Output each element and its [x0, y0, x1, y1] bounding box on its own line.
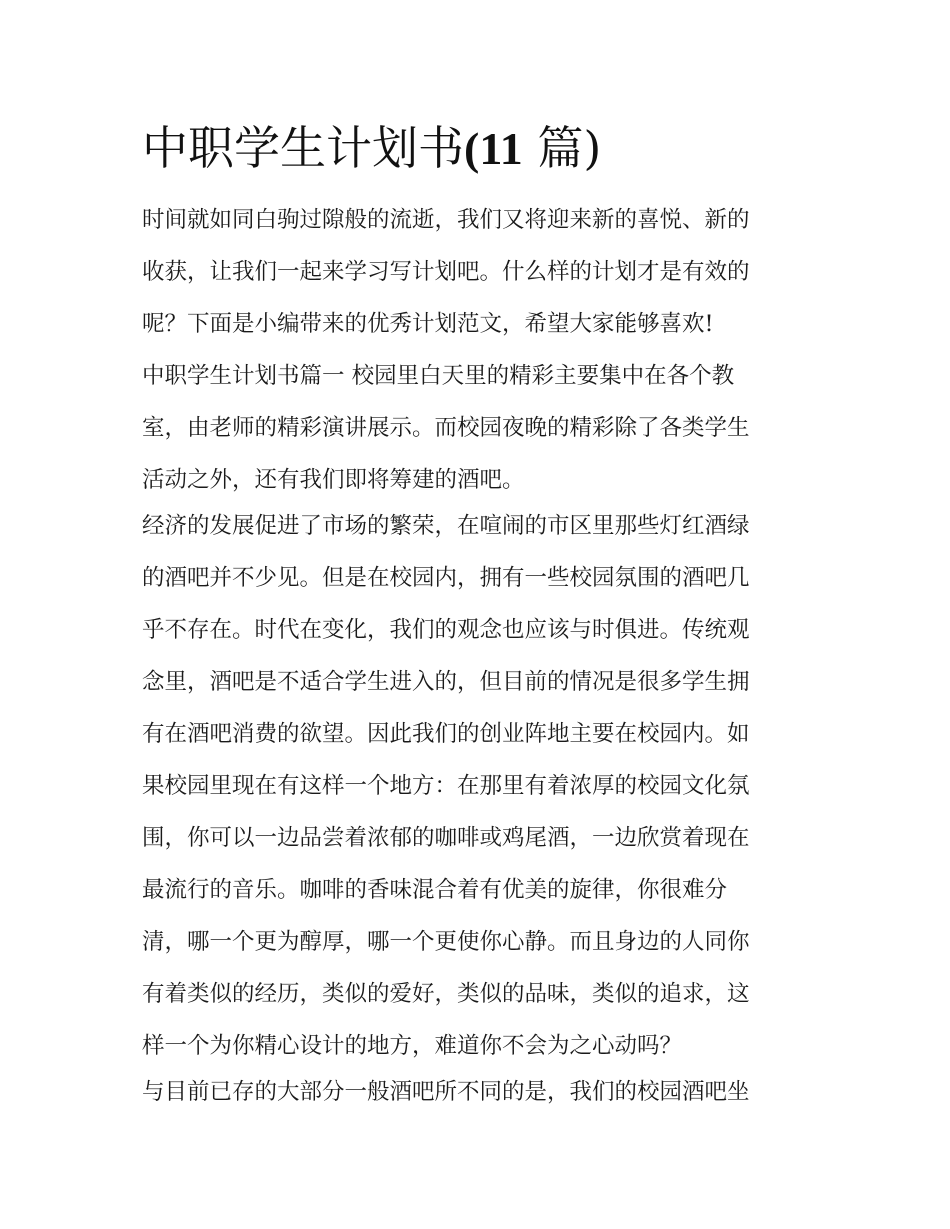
text-line: 围，你可以一边品尝着浓郁的咖啡或鸡尾酒，一边欣赏着现在 — [142, 825, 750, 851]
document-title — [142, 118, 601, 179]
text-line: 样一个为你精心设计的地方，难道你不会为之心动吗？ — [142, 1033, 683, 1059]
text-line: 有在酒吧消费的欲望。因此我们的创业阵地主要在校园内。如 — [142, 721, 750, 747]
text-line: 乎不存在。时代在变化，我们的观念也应该与时俱进。传统观 — [142, 617, 750, 643]
text-line: 中职学生计划书篇一 校园里白天里的精彩主要集中在各个教 — [142, 363, 735, 389]
text-line: 呢？下面是小编带来的优秀计划范文，希望大家能够喜欢! — [142, 311, 714, 337]
text-line: 收获，让我们一起来学习写计划吧。什么样的计划才是有效的 — [142, 259, 750, 285]
text-line: 与目前已存的大部分一般酒吧所不同的是，我们的校园酒吧坐 — [142, 1079, 750, 1105]
title-text: 中职学生计划书 — [142, 121, 464, 175]
text-line: 有着类似的经历，类似的爱好，类似的品味，类似的追求，这 — [142, 981, 750, 1007]
title-number: (11 — [464, 123, 523, 174]
title-suffix: 篇) — [537, 121, 602, 175]
text-line: 最流行的音乐。咖啡的香味混合着有优美的旋律，你很难分 — [142, 877, 728, 903]
text-line: 室，由老师的精彩演讲展示。而校园夜晚的精彩除了各类学生 — [142, 415, 750, 441]
text-line: 经济的发展促进了市场的繁荣，在喧闹的市区里那些灯红酒绿 — [142, 513, 750, 539]
text-line: 清，哪一个更为醇厚，哪一个更使你心静。而且身边的人同你 — [142, 929, 750, 955]
text-line: 活动之外，还有我们即将筹建的酒吧。 — [142, 467, 525, 493]
text-line: 念里，酒吧是不适合学生进入的，但目前的情况是很多学生拥 — [142, 669, 750, 695]
text-line: 果校园里现在有这样一个地方：在那里有着浓厚的校园文化氛 — [142, 773, 750, 799]
text-line: 的酒吧并不少见。但是在校园内，拥有一些校园氛围的酒吧几 — [142, 565, 750, 591]
text-line: 时间就如同白驹过隙般的流逝，我们又将迎来新的喜悦、新的 — [142, 207, 750, 233]
